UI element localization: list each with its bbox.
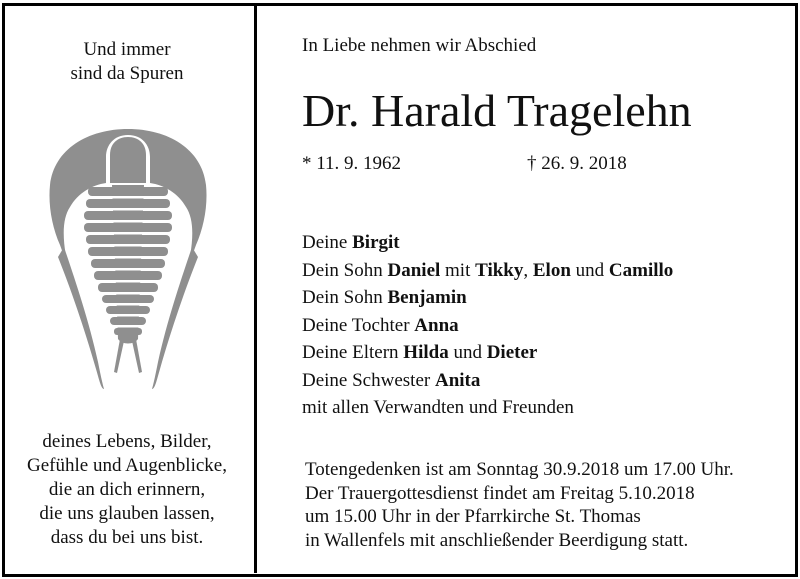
mourner-name: Dieter	[486, 342, 538, 363]
service-line: in Wallenfels mit anschließender Beerdigung statt.	[305, 529, 689, 551]
service-info	[305, 458, 734, 552]
mourner-line	[302, 339, 673, 367]
mourner-name: Anita	[434, 369, 481, 391]
connector-text: und	[570, 259, 609, 281]
trilobite-fossil-icon	[48, 127, 208, 392]
relation-text: Deine	[302, 232, 353, 253]
motto-bottom	[0, 430, 254, 550]
mourner-name: Anna	[414, 314, 459, 336]
motto-top-line: sind da Spuren	[70, 63, 184, 84]
mourner-name: Daniel	[387, 259, 441, 281]
deceased-name: Dr. Harald Tragelehn	[302, 85, 692, 136]
service-line: Der Trauergottesdienst findet am Freitag 5.10.2018	[305, 482, 695, 504]
motto-top-line: Und immer	[83, 39, 171, 60]
mourner-line	[302, 367, 673, 395]
relation-text: Deine Schwester	[302, 369, 435, 391]
mourner-name: Camillo	[608, 259, 674, 281]
motto-bottom-line: Gefühle und Augenblicke,	[27, 455, 227, 476]
relation-text: Deine Tochter	[302, 314, 415, 336]
mourner-line	[302, 312, 673, 340]
motto-bottom-line: dass du bei uns bist.	[50, 527, 204, 548]
mourner-name: Hilda	[403, 342, 449, 363]
mourner-line	[302, 257, 673, 285]
mourner-line	[302, 284, 673, 312]
column-divider	[254, 5, 257, 573]
service-line: Totengedenken ist am Sonntag 30.9.2018 um 17.00 Uhr.	[305, 459, 734, 480]
connector-text: mit	[440, 259, 476, 281]
intro-text: In Liebe nehmen wir Abschied	[302, 35, 537, 56]
motto-bottom-line: die an dich erinnern,	[48, 479, 206, 500]
death-date: † 26. 9. 2018	[527, 153, 627, 174]
connector-text: und	[448, 342, 487, 363]
relation-text: Dein Sohn	[302, 259, 388, 281]
service-line: um 15.00 Uhr in der Pfarrkirche St. Thomas	[305, 506, 641, 527]
mourner-name: Tikky	[475, 259, 524, 281]
mourner-name: Elon	[532, 259, 571, 281]
motto-bottom-line: deines Lebens, Bilder,	[42, 431, 212, 452]
relation-text: Deine Eltern	[302, 342, 404, 363]
motto-bottom-line: die uns glauben lassen,	[39, 503, 215, 524]
mourner-line	[302, 229, 673, 257]
mourner-line: mit allen Verwandten und Freunden	[302, 397, 574, 418]
birth-date: * 11. 9. 1962	[302, 153, 402, 174]
motto-top	[0, 38, 254, 86]
mourners-list	[302, 229, 673, 422]
connector-text: ,	[523, 259, 533, 281]
relation-text: Dein Sohn	[302, 287, 388, 308]
mourner-name: Benjamin	[387, 287, 467, 308]
mourner-name: Birgit	[352, 232, 400, 253]
